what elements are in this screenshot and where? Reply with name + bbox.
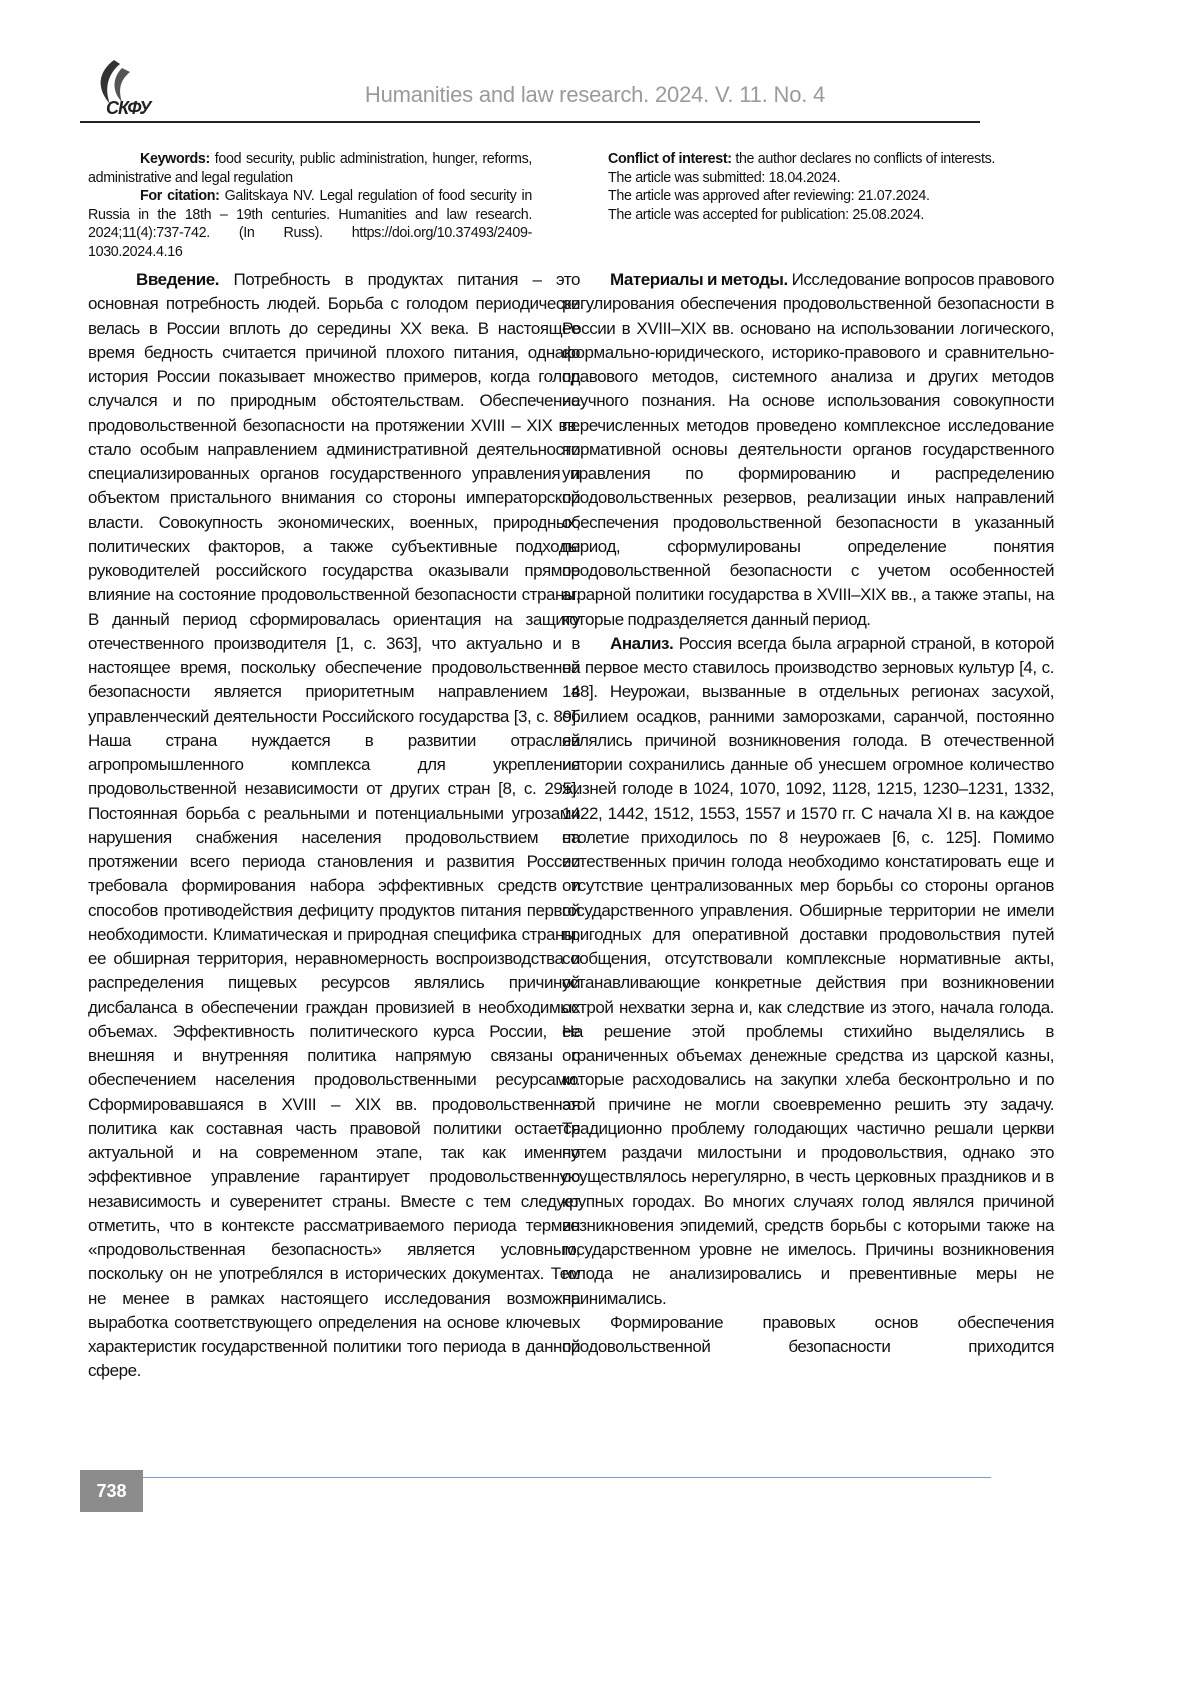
keywords: food security, public administration, hunger, reforms, administrative and legal regulation: [88, 151, 532, 186]
intro-paragraph: [88, 268, 580, 1384]
citation: Galitskaya NV. Legal regulation of food security in Russia in the 18th – 19th centuries. Humanities and law research. 2024;11(4):737-742. (In Russ). https://doi.org/10.37493/2409-1030.2024.4.16: [88, 188, 532, 260]
analysis-paragraph: [562, 632, 1054, 1311]
meta-right: [556, 150, 996, 224]
journal-title: Humanities and law research. 2024. V. 11. No. 4: [300, 82, 890, 108]
page-number: 738: [80, 1470, 143, 1512]
methods-text: Исследование вопросов правового регулирования обеспечения продовольственной безопасности в России в XVIII–XIX вв. основано на использовании логического, формально-юридического, историко-правового и сравнительно-правового методов, системного анализа и других методов научного познания. На основе использования совокупности перечисленных методов проведено комплексное исследование нормативной основы деятельности органов государственного управления по формированию и распределению продовольственных резервов, реализации иных направлений обеспечения продовольственной безопасности в указанный период, сформулированы определение понятия продовольственной безопасности с учетом особенностей аграрной политики государства в XVIII–XIX вв., а также этапы, на которые подразделяется данный период.: [562, 270, 1054, 629]
analysis-text: Россия всегда была аграрной страной, в которой на первое место ставилось производство зерновых культур [4, с. 148]. Неурожаи, вызванные в отдельных регионах засухой, обилием осадков, ранними заморозками, саранчой, постоянно являлись причиной возникновения голода. В отечественной истории сохранились данные об унесшем огромное количество жизней голоде в 1024, 1070, 1092, 1128, 1215, 1230–1231, 1332, 1422, 1442, 1512, 1553, 1557 и 1570 гг. С начала XI в. на каждое столетие приходилось по 8 неурожаев [6, с. 125]. Помимо естественных причин голода необходимо констатировать еще и отсутствие централизованных мер борьбы со стороны органов государственного управления. Обширные территории не имели пригодных для оперативной доставки продовольствия путей сообщения, отсутствовали комплексные нормативные акты, устанавливающие конкретные действия при возникновении острой нехватки зерна и, как следствие из этого, начала голода. На решение этой проблемы стихийно выделялись в ограниченных объемах денежные средства из царской казны, которые расходовались на закупки хлеба бесконтрольно и по этой причине не могли своевременно решить эту задачу. Традиционно проблему голодающих частично решали церкви путем раздачи милостыни и продовольствия, однако это осуществлялось нерегулярно, в честь церковных праздников и в крупных городах. Во многих случаях голод являлся причиной возникновения эпидемий, средств борьбы с которыми также на государственном уровне не имелось. Причины возникновения голода не анализировались и превентивные меры не принимались.: [562, 634, 1054, 1308]
submitted-date: The article was submitted: 18.04.2024.: [556, 169, 996, 188]
last-paragraph: Формирование правовых основ обеспечения продовольственной безопасности приходится: [562, 1311, 1054, 1360]
university-logo: [92, 58, 172, 124]
analysis-heading: Анализ.: [610, 634, 673, 653]
left-column: [88, 268, 580, 1384]
keywords-label: Keywords:: [140, 151, 210, 167]
logo-text: СКФУ: [106, 98, 151, 119]
approved-date: The article was approved after reviewing: 21.07.2024.: [556, 187, 996, 206]
header-divider: [80, 121, 980, 123]
accepted-date: The article was accepted for publication: 25.08.2024.: [556, 206, 996, 225]
intro-text: Потребность в продуктах питания – это основная потребность людей. Борьба с голодом периодически велась в России вплоть до середины XX века. В настоящее время бедность считается причиной плохого питания, однако история России показывает множество примеров, когда голод случался и по природным обстоятельствам. Обеспечение продовольственной безопасности на протяжении XVIII – XIX вв. стало особым направлением административной деятельности специализированных органов государственного управления и объектом пристального внимания со стороны императорской власти. Совокупность экономических, военных, природных, политических факторов, а также субъективные подходы руководителей российского государства оказывали прямое влияние на состояние продовольственной безопасности страны. В данный период сформировалась ориентация на защиту отечественного производителя [1, с. 363], что актуально и в настоящее время, поскольку обеспечение продовольственной безопасности является приоритетным направлением в управленческий деятельности Российского государства [3, с. 89]. Наша страна нуждается в развитии отраслей агропромышленного комплекса для укрепления продовольственной независимости от других стран [8, с. 295]. Постоянная борьба с реальными и потенциальными угрозами нарушения снабжения населения продовольствием на протяжении всего периода становления и развития России требовала формирования набора эффективных средств и способов противодействия дефициту продуктов питания первой необходимости. Климатическая и природная специфика страны, ее обширная территория, неравномерность воспроизводства и распределения пищевых ресурсов являлись причиной дисбаланса в обеспечении граждан провизией в необходимых объемах. Эффективность политического курса России, ее внешняя и внутренняя политика напрямую связаны с обеспечением населения продовольственными ресурсами. Сформировавшаяся в XVIII – XIX вв. продовольственная политика как составная часть правовой политики остается актуальной и на современном этапе, так как именно эффективное управление гарантирует продовольственную независимость и суверенитет страны. Вместе с тем следует отметить, что в контексте рассматриваемого периода термин «продовольственная безопасность» является условным, поскольку он не употреблялся в исторических документах. Тем не менее в рамках настоящего исследования возможна выработка соответствующего определения на основе ключевых характеристик государственной политики того периода в данной сфере.: [88, 270, 580, 1380]
right-column: [562, 268, 1054, 1359]
methods-paragraph: [562, 268, 1054, 632]
document-page: [0, 0, 1200, 1697]
meta-left: [88, 150, 532, 261]
conflict: the author declares no conflicts of interests.: [732, 151, 995, 167]
footer-divider: [143, 1477, 991, 1478]
citation-label: For citation:: [140, 188, 220, 204]
conflict-label: Conflict of interest:: [608, 151, 732, 167]
intro-heading: Введение.: [136, 270, 219, 289]
methods-heading: Материалы и методы.: [610, 270, 788, 289]
